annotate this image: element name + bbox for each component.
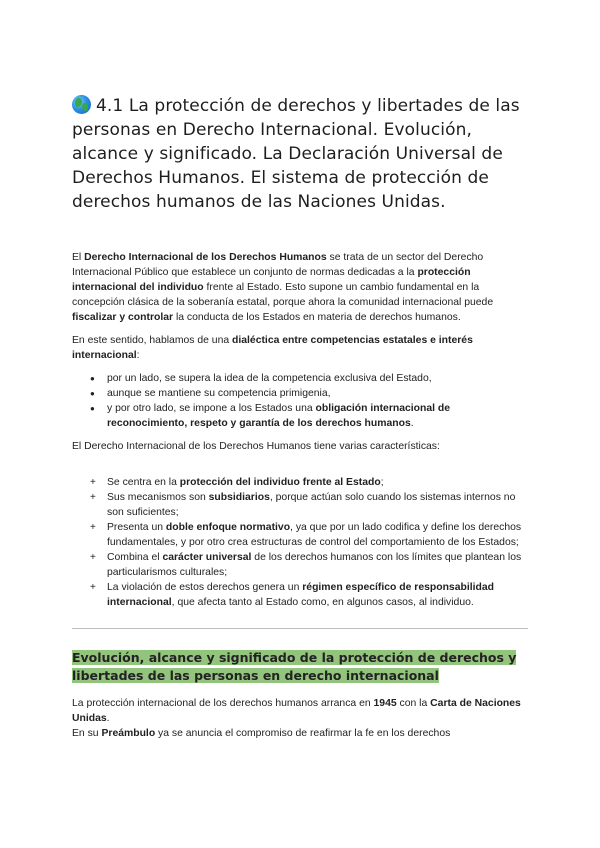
list-item [107, 401, 528, 431]
text-run: frente al Estado. Esto supone un cambio fundamental en la concepción clásica de la soberanía estatal, porque ahora la comunidad internacional puede [72, 282, 494, 308]
text-run: La protección internacional de los derechos humanos arranca en [72, 698, 374, 709]
bold-run: protección internacional del individuo [72, 267, 471, 293]
text-run: y por otro lado, se impone a los Estados una [107, 403, 316, 414]
text-run: : [136, 350, 140, 361]
characteristics-intro: El Derecho Internacional de los Derechos Humanos tiene varias características: [72, 441, 440, 452]
bold-run: Preámbulo [101, 728, 156, 739]
list-item [107, 490, 528, 520]
bold-run: carácter universal [162, 552, 252, 563]
globe-icon [72, 95, 91, 114]
preamble-paragraph [72, 726, 528, 741]
highlighted-heading-text: Evolución, alcance y significado de la protección de derechos y libertades de las personas en derecho internacional [72, 650, 517, 683]
text-run: . [410, 418, 414, 429]
text-run: La violación de estos derechos genera un [107, 582, 303, 593]
page-title-text: 4.1 La protección de derechos y libertades de las personas en Derecho Internacional. Evolución, alcance y significado. La Declaración Universal de Derechos Humanos. El sistema de protección de derechos humanos de las Naciones Unidas. [72, 96, 520, 212]
page-title [72, 94, 528, 214]
text-run: con la [396, 698, 431, 709]
text-run: Presenta un [107, 522, 166, 533]
text-run: , ya que por un lado codifica y define los derechos fundamentales, y por otro crea estructuras de control del comportamiento de los Estados; [107, 522, 522, 548]
text-run: Sus mecanismos son [107, 492, 209, 503]
text-run: ; [380, 477, 384, 488]
bold-run: dialéctica entre competencias estatales e interés internacional [72, 335, 473, 361]
bold-run: doble enfoque normativo [165, 522, 291, 533]
bold-run: Carta de Naciones Unidas [72, 698, 521, 724]
list-item: ● por un lado, se supera la idea de la competencia exclusiva del Estado, [107, 371, 528, 386]
text-run: . [106, 713, 110, 724]
text-run: , que afecta tanto al Estado como, en algunos casos, al individuo. [171, 597, 474, 608]
section-divider [72, 628, 528, 629]
list-item [107, 580, 528, 610]
text-run: Combina el [107, 552, 163, 563]
intro-paragraph [72, 250, 528, 325]
bold-run: fiscalizar y controlar [72, 312, 174, 323]
characteristics-list [72, 475, 528, 610]
list-item [107, 520, 528, 550]
list-item: ● aunque se mantiene su competencia primigenia, [107, 386, 528, 401]
text-run: En este sentido, hablamos de una [72, 335, 233, 346]
bold-run: régimen específico de responsabilidad internacional [107, 582, 494, 608]
dialectic-list [72, 371, 528, 431]
text-run: Se centra en la [107, 477, 180, 488]
list-item [107, 475, 528, 490]
text-run: de los derechos humanos con los límites que plantean los particularismos culturales; [107, 552, 522, 578]
bold-run: subsidiarios [208, 492, 270, 503]
text-run: la conducta de los Estados en materia de derechos humanos. [173, 312, 461, 323]
text-run: , porque actúan solo cuando los sistemas internos no son suficientes; [107, 492, 516, 518]
bold-run: protección del individuo frente al Estado [179, 477, 381, 488]
bold-run: Derecho Internacional de los Derechos Humanos [84, 252, 327, 263]
bold-run: 1945 [373, 698, 397, 709]
bold-run: obligación internacional de reconocimiento, respeto y garantía de los derechos humanos [107, 403, 451, 429]
list-item [107, 550, 528, 580]
text-run: ya se anuncia el compromiso de reafirmar la fe en los derechos [155, 728, 451, 739]
section-heading [72, 649, 528, 685]
text-run: El [72, 252, 85, 263]
dialectic-paragraph [72, 333, 528, 363]
evolution-paragraph [72, 696, 528, 726]
text-run: se trata de un sector del Derecho Internacional Público que establece un conjunto de normas dedicadas a la [72, 252, 484, 278]
text-run: En su [72, 728, 102, 739]
